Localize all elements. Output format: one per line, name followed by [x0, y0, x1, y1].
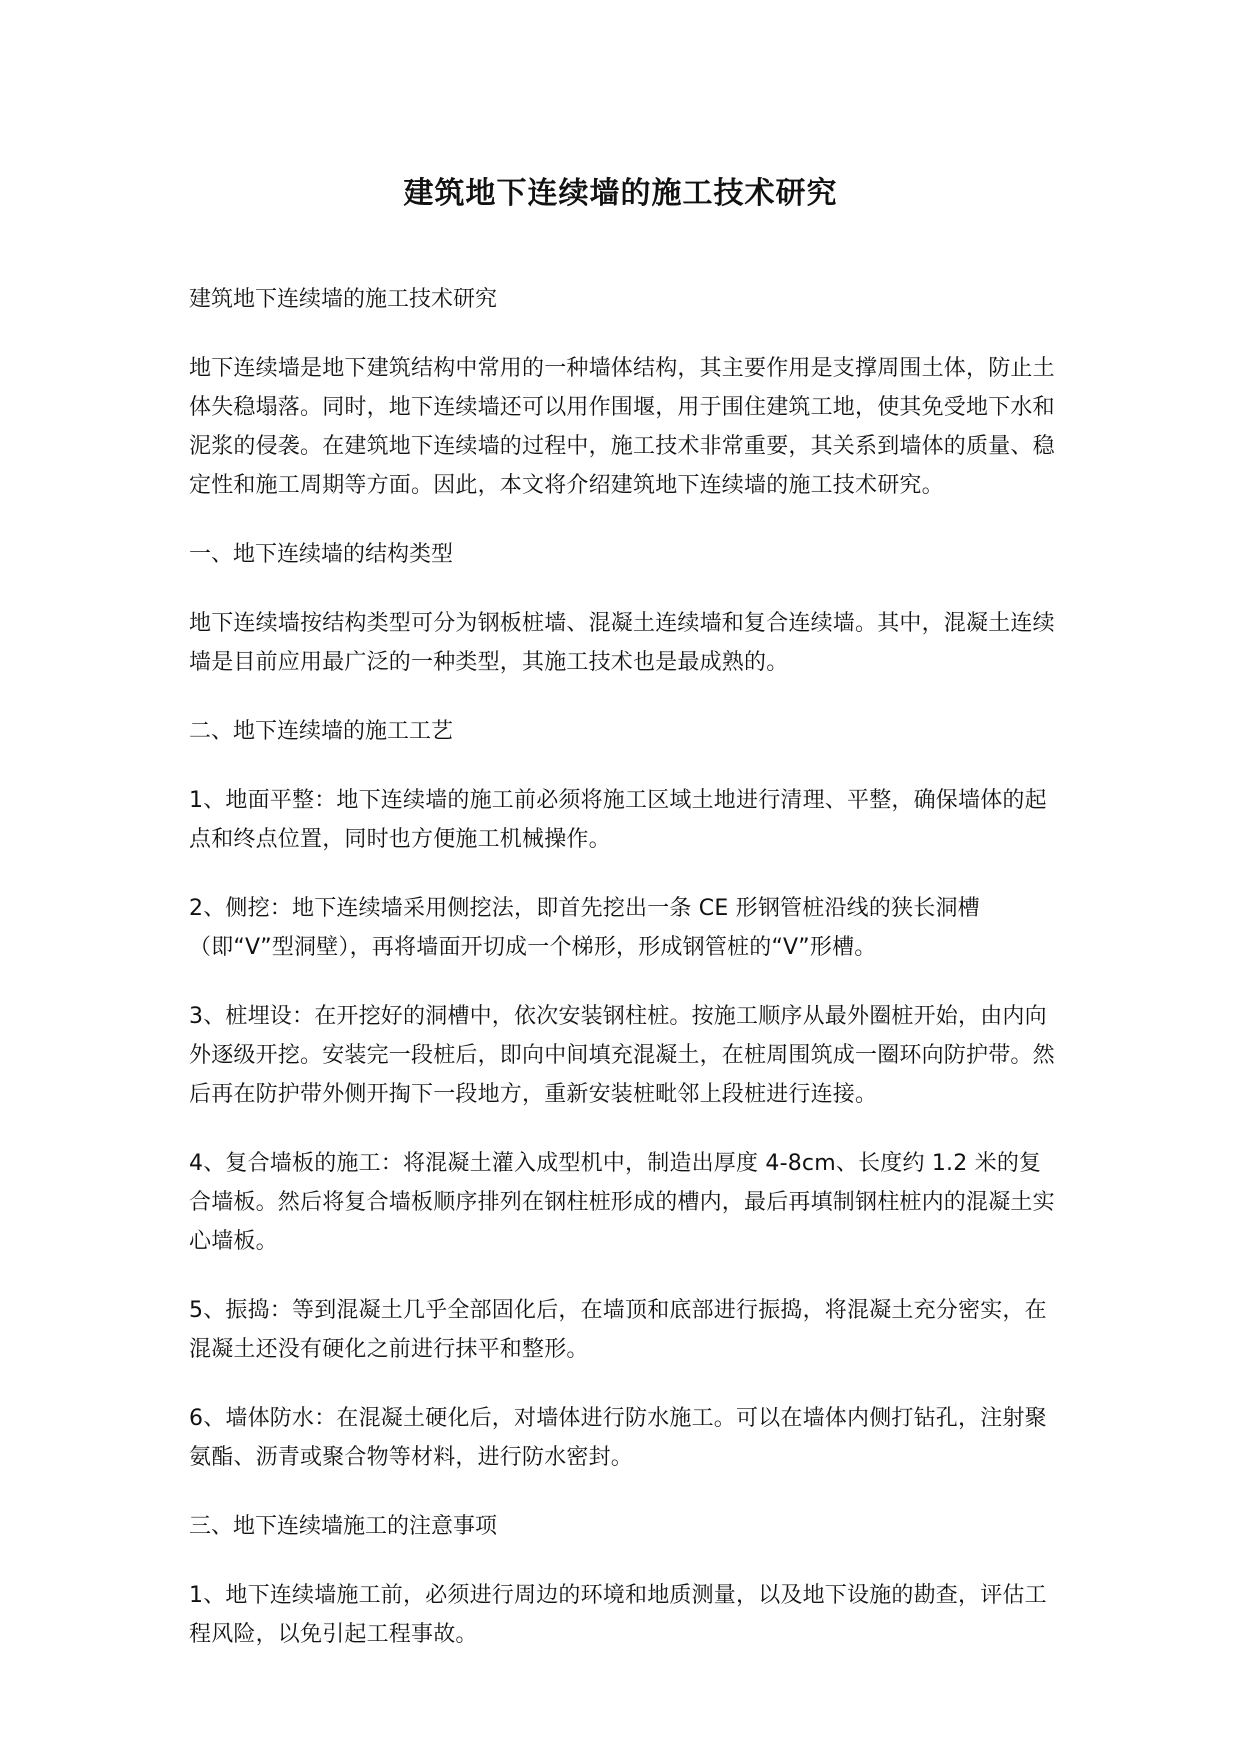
document-body — [189, 280, 1057, 1684]
paragraph-step-6: 6、墙体防水：在混凝土硬化后，对墙体进行防水施工。可以在墙体内侧打钻孔，注射聚氨酯、沥青或聚合物等材料，进行防水密封。 — [189, 1406, 1047, 1470]
paragraph-structure-types: 地下连续墙按结构类型可分为钢板桩墙、混凝土连续墙和复合连续墙。其中，混凝土连续墙是目前应用最广泛的一种类型，其施工技术也是最成熟的。 — [189, 611, 1055, 675]
paragraph-step-1: 1、地面平整：地下连续墙的施工前必须将施工区域土地进行清理、平整，确保墙体的起点和终点位置，同时也方便施工机械操作。 — [189, 788, 1047, 852]
section-heading-construction-process: 二、地下连续墙的施工工艺 — [189, 719, 454, 744]
paragraph-step-2: 2、侧挖：地下连续墙采用侧挖法，即首先挖出一条 CE 形钢管桩沿线的狭长洞槽（即“V”型洞壁），再将墙面开切成一个梯形，形成钢管桩的“V”形槽。 — [189, 896, 980, 960]
paragraph-precaution-1: 1、地下连续墙施工前，必须进行周边的环境和地质测量，以及地下设施的勘查，评估工程风险，以免引起工程事故。 — [189, 1583, 1047, 1647]
paragraph-step-3: 3、桩埋设：在开挖好的洞槽中，依次安装钢柱桩。按施工顺序从最外圈桩开始，由内向外逐级开挖。安装完一段桩后，即向中间填充混凝土，在桩周围筑成一圈环向防护带。然后再在防护带外侧开掏下一段地方，重新安装桩毗邻上段桩进行连接。 — [189, 1004, 1055, 1107]
section-heading-structure-types: 一、地下连续墙的结构类型 — [189, 542, 454, 567]
paragraph-step-5: 5、振捣：等到混凝土几乎全部固化后，在墙顶和底部进行振捣，将混凝土充分密实，在混凝土还没有硬化之前进行抹平和整形。 — [189, 1298, 1047, 1362]
paragraph-intro: 地下连续墙是地下建筑结构中常用的一种墙体结构，其主要作用是支撑周围土体，防止土体失稳塌落。同时，地下连续墙还可以用作围堰，用于围住建筑工地，使其免受地下水和泥浆的侵袭。在建筑地下连续墙的过程中，施工技术非常重要，其关系到墙体的质量、稳定性和施工周期等方面。因此，本文将介绍建筑地下连续墙的施工技术研究。 — [189, 356, 1055, 498]
document-title: 建筑地下连续墙的施工技术研究 — [403, 176, 838, 211]
paragraph-step-4: 4、复合墙板的施工：将混凝土灌入成型机中，制造出厚度 4-8cm、长度约 1.2 米的复合墙板。然后将复合墙板顺序排列在钢柱桩形成的槽内，最后再填制钢柱桩内的混凝土实心墙板。 — [189, 1151, 1055, 1254]
paragraph-subtitle: 建筑地下连续墙的施工技术研究 — [189, 287, 498, 312]
section-heading-precautions: 三、地下连续墙施工的注意事项 — [189, 1514, 498, 1539]
